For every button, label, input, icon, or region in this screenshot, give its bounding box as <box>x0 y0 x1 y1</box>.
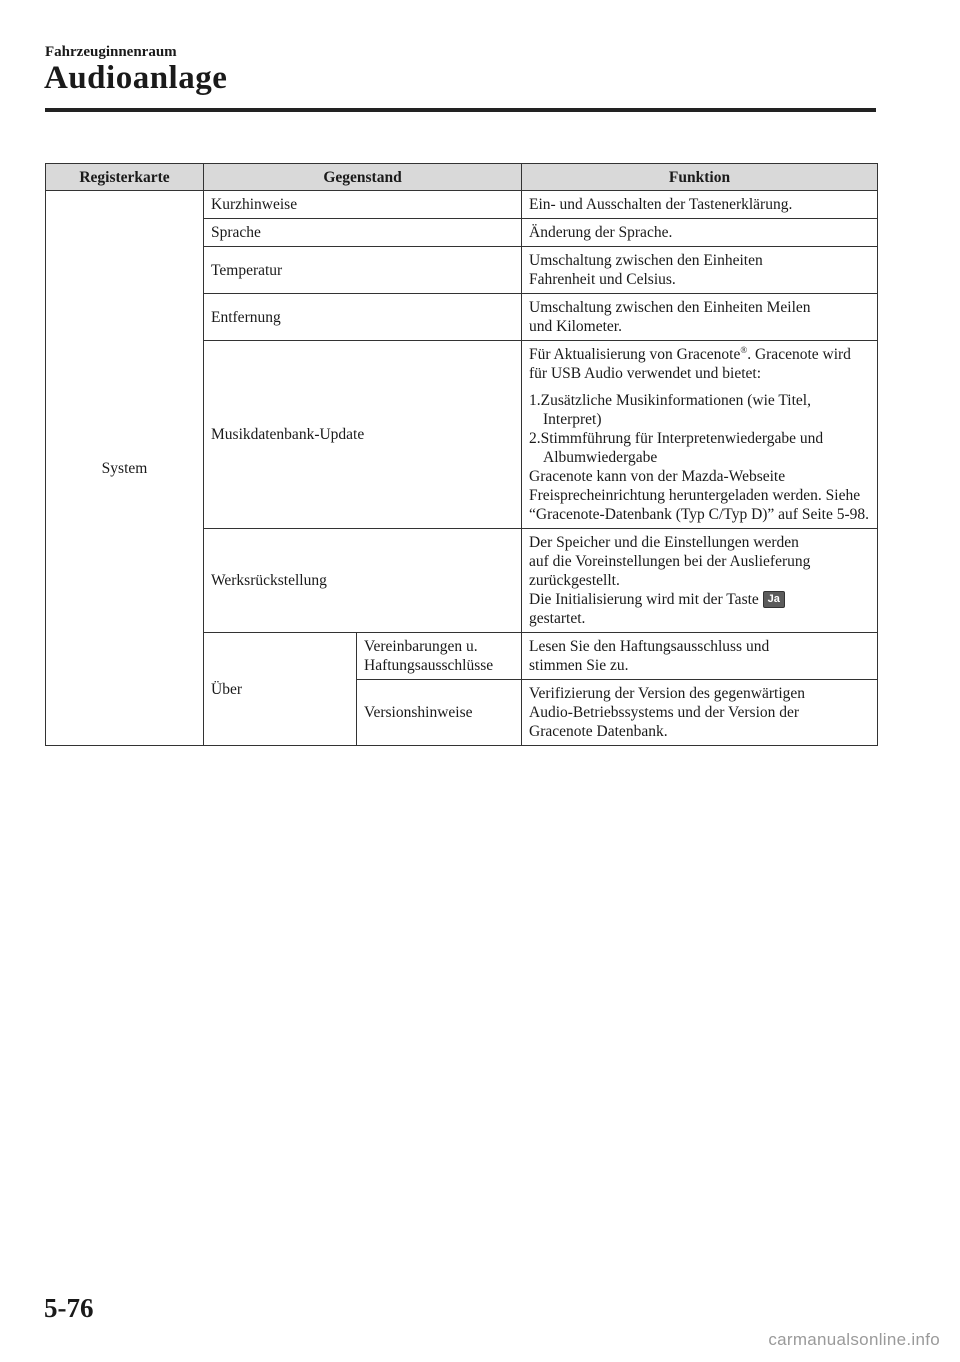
ja-key-icon: Ja <box>763 591 785 608</box>
function-outro: Gracenote kann von der Mazda-Webseite Freisprecheinrichtung heruntergeladen werden. Siehe “Gracenote-Datenbank (Typ C/Typ D)” auf Seite 5-98. <box>529 468 869 523</box>
page-title: Audioanlage <box>44 60 228 96</box>
column-header-function: Funktion <box>522 164 878 191</box>
function-cell: Lesen Sie den Haftungsausschluss und stimmen Sie zu. <box>522 633 878 680</box>
subitem-cell: Versionshinweise <box>357 680 522 746</box>
column-header-tab: Registerkarte <box>46 164 204 191</box>
function-intro-text: Für Aktualisierung von Gracenote <box>529 346 741 363</box>
watermark: carmanualsonline.info <box>768 1330 940 1349</box>
function-cell: Verifizierung der Version des gegenwärtigen Audio-Betriebssystems und der Version der Gracenote Datenbank. <box>522 680 878 746</box>
section-label: Fahrzeuginnenraum <box>45 44 177 60</box>
function-text: gestartet. <box>529 610 586 627</box>
subitem-cell: Vereinbarungen u. Haftungsausschlüsse <box>357 633 522 680</box>
item-cell: Temperatur <box>204 247 522 294</box>
function-intro <box>529 345 870 383</box>
item-cell: Sprache <box>204 219 522 247</box>
item-cell: Entfernung <box>204 294 522 341</box>
page-number: 5-76 <box>44 1293 94 1323</box>
function-cell: Umschaltung zwischen den Einheiten Meilen und Kilometer. <box>522 294 878 341</box>
title-divider <box>45 108 876 112</box>
item-cell: Musikdatenbank-Update <box>204 341 522 529</box>
table-header-row <box>46 164 878 191</box>
function-cell <box>522 529 878 633</box>
table-row <box>46 191 878 219</box>
function-cell: Ein- und Ausschalten der Tastenerklärung. <box>522 191 878 219</box>
function-intro-text: . Gracenote wird für USB Audio verwendet und bietet: <box>529 346 851 382</box>
function-cell <box>522 341 878 529</box>
list-item: 1.Zusätzliche Musikinformationen (wie Titel, Interpret) <box>529 392 811 428</box>
column-header-item: Gegenstand <box>204 164 522 191</box>
item-cell: Werksrückstellung <box>204 529 522 633</box>
item-cell: Kurzhinweise <box>204 191 522 219</box>
item-cell-ueber: Über <box>204 633 357 746</box>
registered-mark: ® <box>740 344 748 355</box>
function-cell: Umschaltung zwischen den Einheiten Fahrenheit und Celsius. <box>522 247 878 294</box>
list-item: 2.Stimmführung für Interpretenwiedergabe und Albumwiedergabe <box>529 430 824 466</box>
settings-table <box>45 163 878 746</box>
function-cell: Änderung der Sprache. <box>522 219 878 247</box>
function-text: Der Speicher und die Einstellungen werden auf die Voreinstellungen bei der Auslieferung zurückgestellt. Die Initialisierung wird mit der Taste <box>529 534 811 608</box>
tab-cell-system: System <box>46 191 204 746</box>
